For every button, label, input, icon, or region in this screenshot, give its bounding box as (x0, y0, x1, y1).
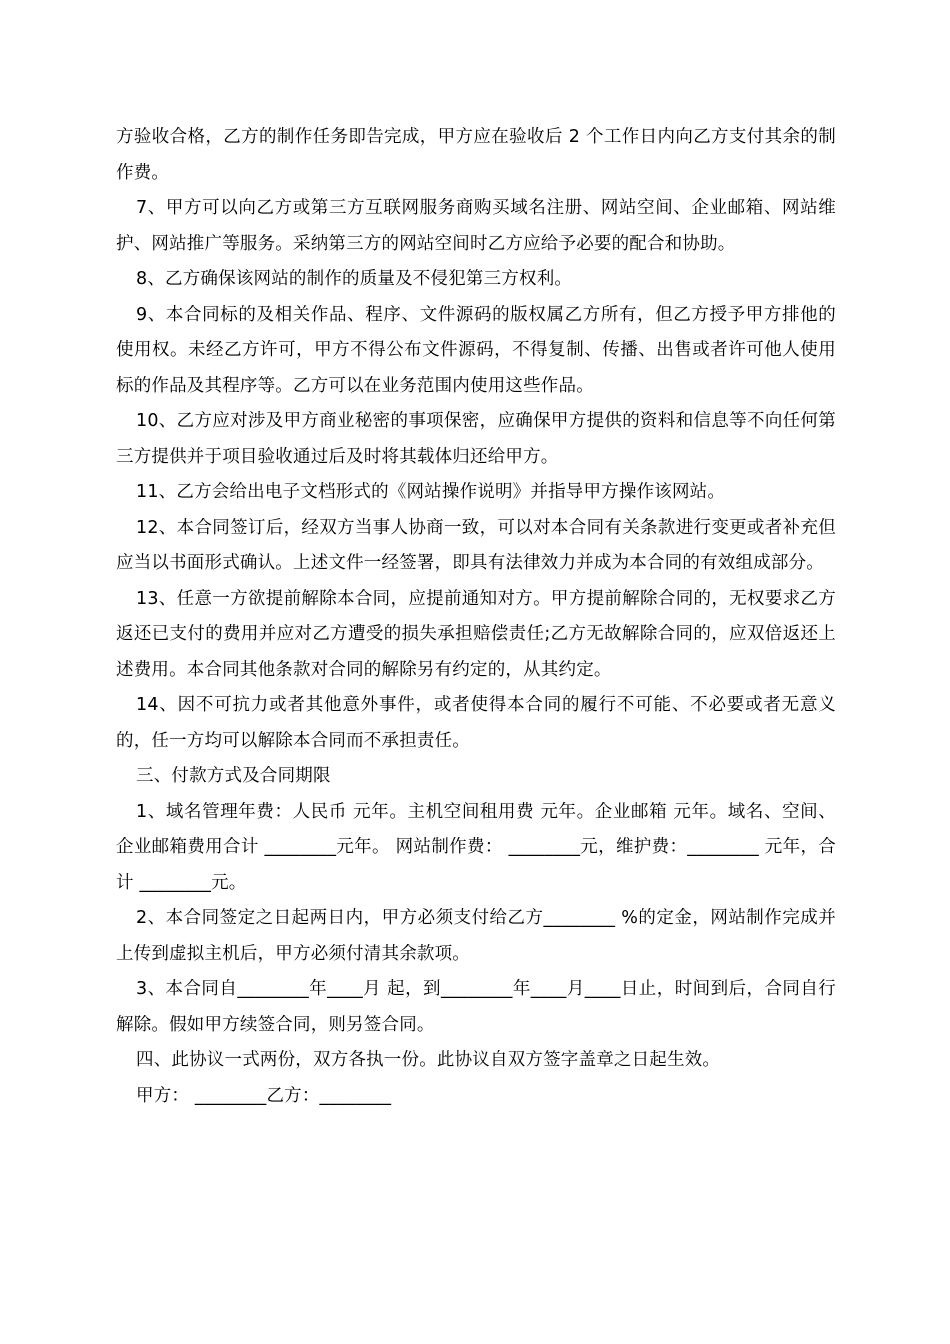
signature-line: 甲方： ________乙方：________ (136, 1085, 392, 1106)
section-heading-payment: 三、付款方式及合同期限 (136, 766, 331, 786)
paragraph-acceptance-continued: 方验收合格，乙方的制作任务即告完成，甲方应在验收后 2 个工作日内向乙方支付其余的制作费。 (116, 127, 836, 183)
section-heading-effect: 四、此协议一式两份，双方各执一份。此协议自双方签字盖章之日起生效。 (136, 1050, 721, 1070)
clause-9: 9、本合同标的及相关作品、程序、文件源码的版权属乙方所有，但乙方授予甲方排他的使用权。未经乙方许可，甲方不得公布文件源码，不得复制、传播、出售或者许可他人使用标的作品及其程序等。乙方可以在业务范围内使用这些作品。 (116, 304, 836, 396)
payment-clause-3: 3、本合同自________年____月 起，到________年____月____日止，时间到后，合同自行解除。假如甲方续签合同，则另签合同。 (116, 979, 836, 1035)
payment-clause-2: 2、本合同签定之日起两日内，甲方必须支付给乙方________ %的定金，网站制作完成并上传到虚拟主机后，甲方必须付清其余款项。 (116, 908, 836, 964)
clause-13: 13、任意一方欲提前解除本合同，应提前通知对方。甲方提前解除合同的，无权要求乙方返还已支付的费用并应对乙方遭受的损失承担赔偿责任;乙方无故解除合同的，应双倍返还上述费用。本合同其他条款对合同的解除另有约定的，从其约定。 (116, 588, 836, 680)
clause-8: 8、乙方确保该网站的制作的质量及不侵犯第三方权利。 (136, 269, 573, 289)
contract-body (116, 120, 836, 1114)
clause-7: 7、甲方可以向乙方或第三方互联网服务商购买域名注册、网站空间、企业邮箱、网站维护、网站推广等服务。采纳第三方的网站空间时乙方应给予必要的配合和协助。 (116, 198, 836, 254)
clause-10: 10、乙方应对涉及甲方商业秘密的事项保密，应确保甲方提供的资料和信息等不向任何第三方提供并于项目验收通过后及时将其载体归还给甲方。 (116, 411, 836, 467)
clause-11: 11、乙方会给出电子文档形式的《网站操作说明》并指导甲方操作该网站。 (136, 482, 726, 502)
clause-12: 12、本合同签订后，经双方当事人协商一致，可以对本合同有关条款进行变更或者补充但应当以书面形式确认。上述文件一经签署，即具有法律效力并成为本合同的有效组成部分。 (116, 517, 836, 573)
payment-clause-1: 1、域名管理年费：人民币 元年。主机空间租用费 元年。企业邮箱 元年。域名、空间、企业邮箱费用合计 ________元年。 网站制作费： ________元，维护费：________ 元年，合计 ________元。 (116, 801, 836, 893)
clause-14: 14、因不可抗力或者其他意外事件，或者使得本合同的履行不可能、不必要或者无意义的，任一方均可以解除本合同而不承担责任。 (116, 695, 836, 751)
